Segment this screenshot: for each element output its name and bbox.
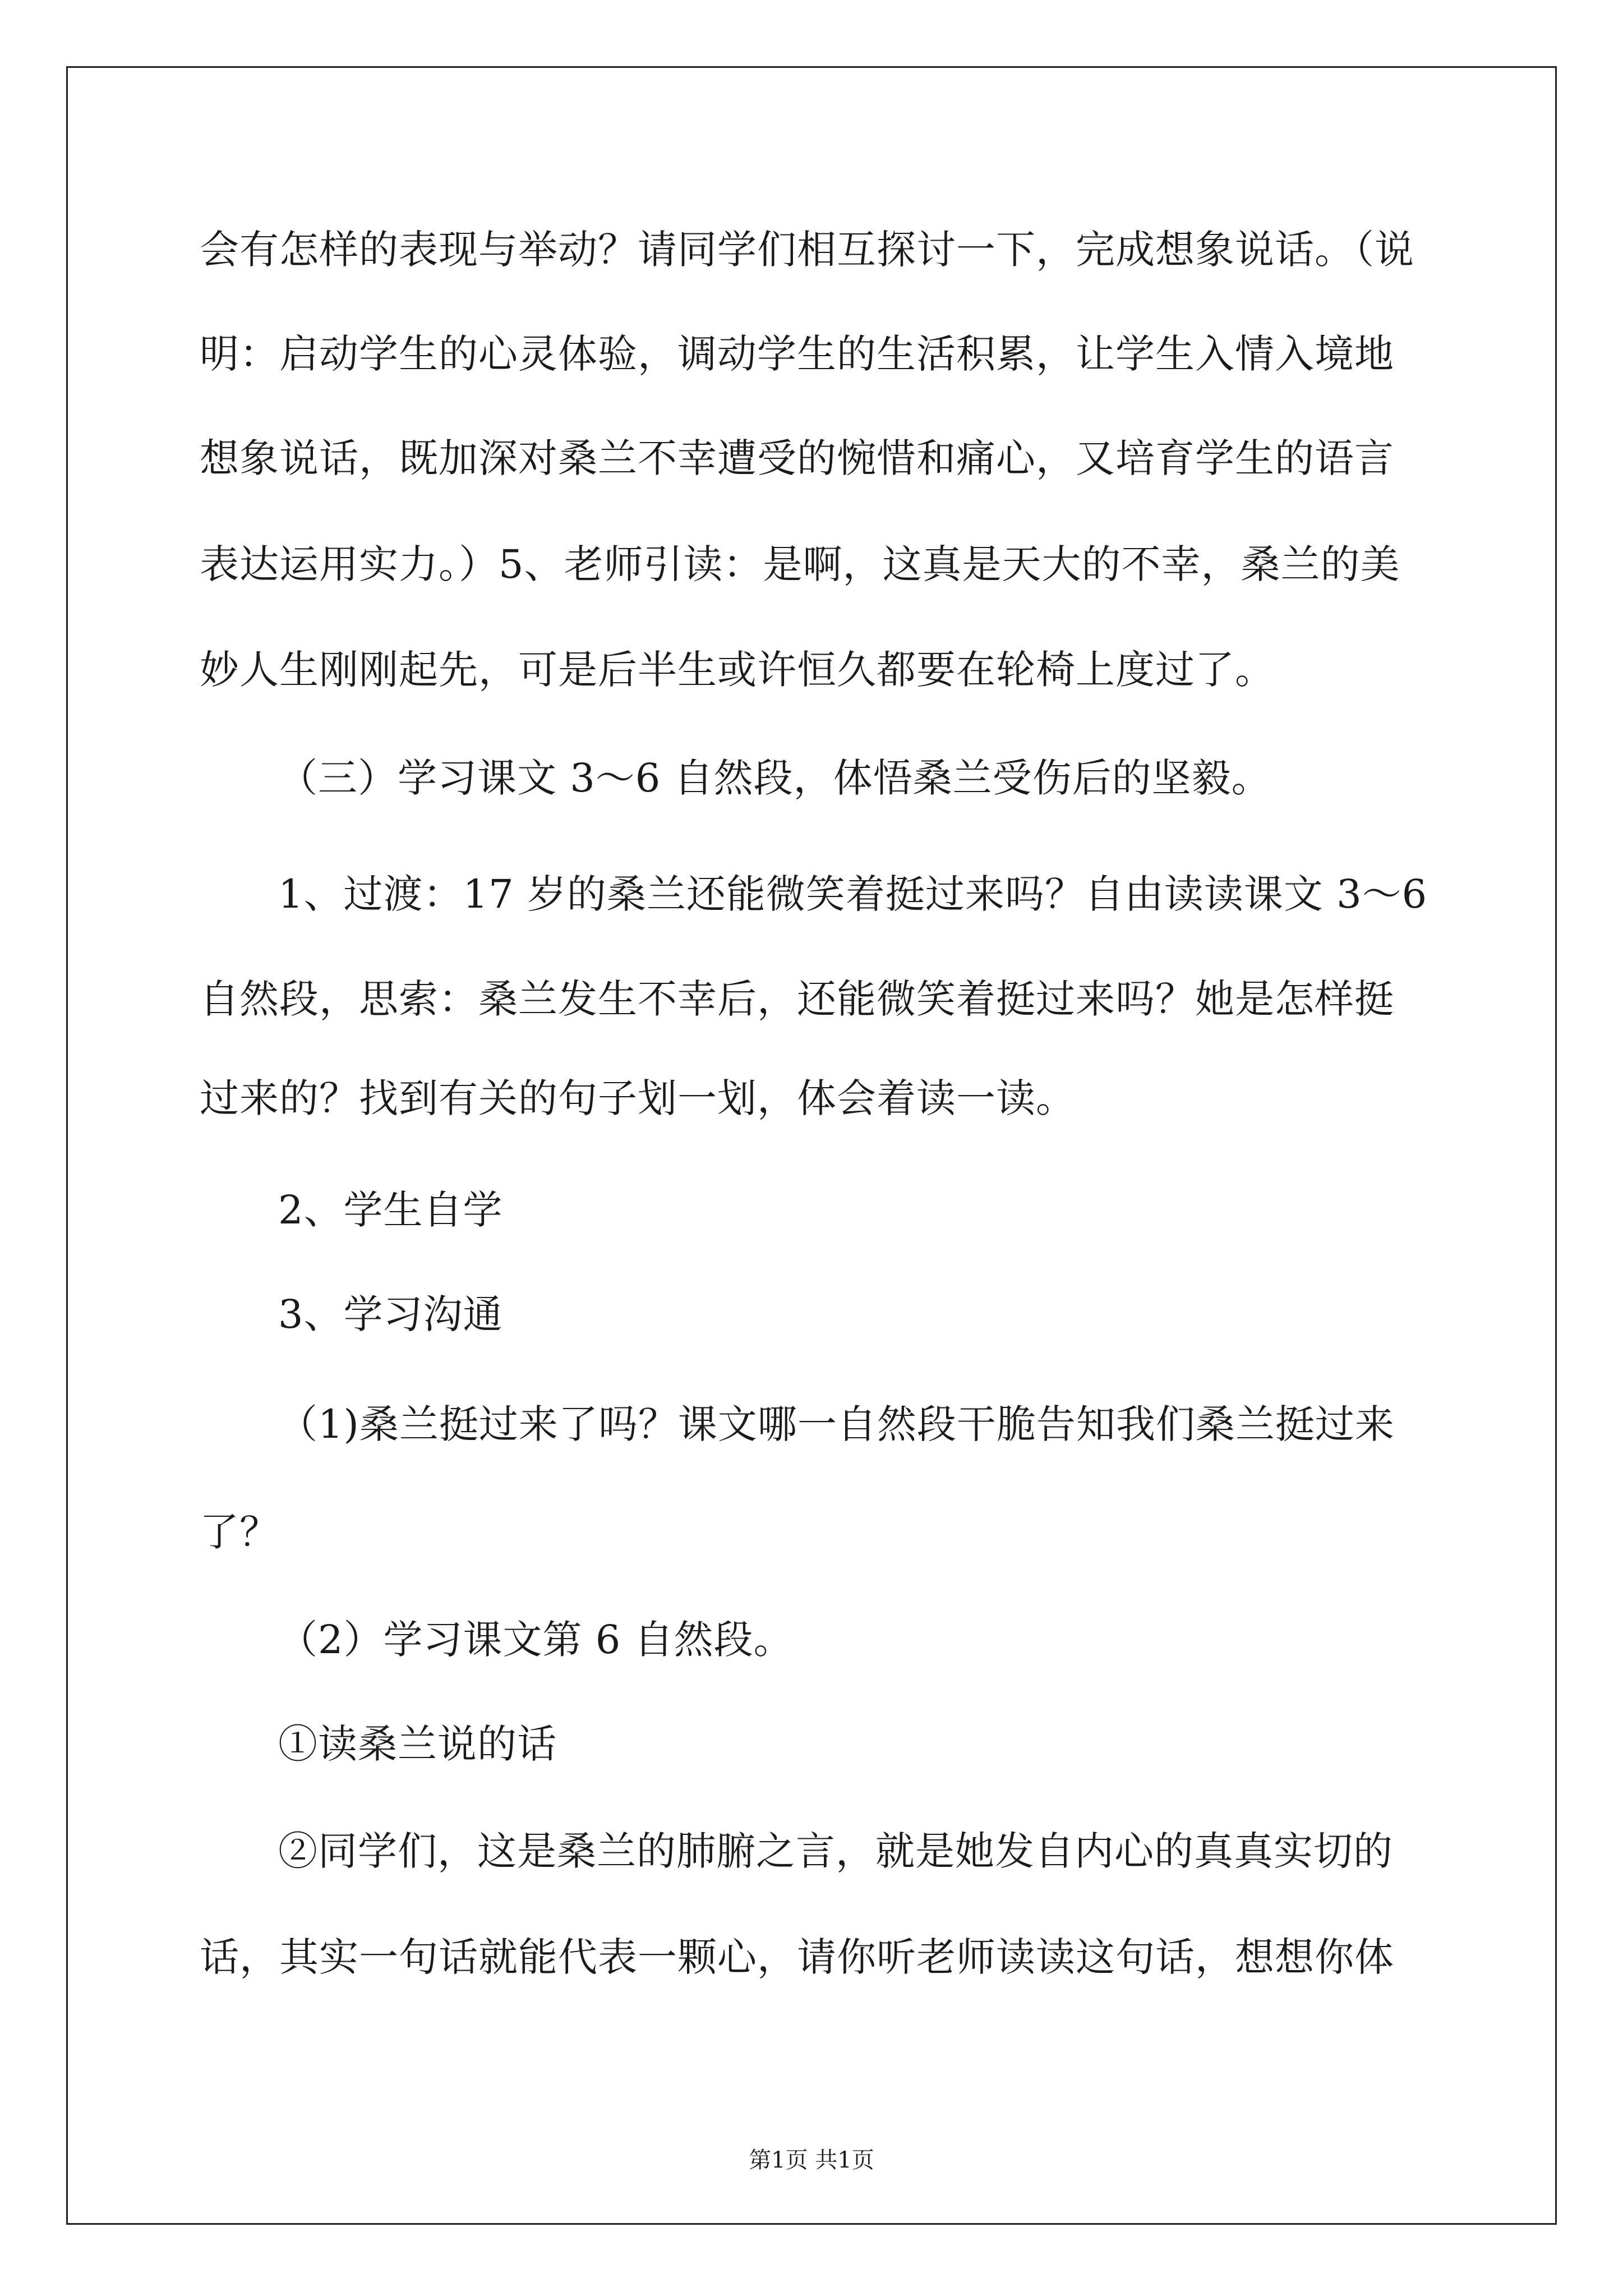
text-line-8: 自然段，思索：桑兰发生不幸后，还能微笑着挺过来吗？她是怎样挺 <box>200 976 1394 1022</box>
text-line-3: 想象说话，既加深对桑兰不幸遭受的惋惜和痛心，又培育学生的语言 <box>200 435 1394 481</box>
text-line-11: 3、学习沟通 <box>278 1291 503 1337</box>
page-border <box>66 66 1557 2225</box>
text-line-17: 话，其实一句话就能代表一颗心，请你听老师读读这句话，想想你体 <box>200 1934 1394 1980</box>
page-footer: 第1页 共1页 <box>749 2147 874 2173</box>
text-line-5: 妙人生刚刚起先，可是后半生或许恒久都要在轮椅上度过了。 <box>200 647 1275 693</box>
text-line-6: （三）学习课文 3～6 自然段，体悟桑兰受伤后的坚毅。 <box>278 755 1271 801</box>
text-line-2: 明：启动学生的心灵体验，调动学生的生活积累，让学生入情入境地 <box>200 331 1394 377</box>
text-line-10: 2、学生自学 <box>278 1187 503 1233</box>
text-line-12: （1)桑兰挺过来了吗？课文哪一自然段干脆告知我们桑兰挺过来 <box>278 1401 1395 1447</box>
text-line-7: 1、过渡：17 岁的桑兰还能微笑着挺过来吗？自由读读课文 3～6 <box>278 871 1428 917</box>
text-line-16: ②同学们，这是桑兰的肺腑之言，就是她发自内心的真真实切的 <box>278 1828 1393 1874</box>
text-line-1: 会有怎样的表现与举动？请同学们相互探讨一下，完成想象说话。（说 <box>200 227 1414 273</box>
text-line-15: ①读桑兰说的话 <box>278 1721 557 1767</box>
text-line-13: 了？ <box>200 1509 279 1555</box>
text-line-4: 表达运用实力。）5、老师引读：是啊，这真是天大的不幸，桑兰的美 <box>200 541 1400 587</box>
text-line-9: 过来的？找到有关的句子划一划，体会着读一读。 <box>200 1075 1076 1121</box>
text-line-14: （2）学习课文第 6 自然段。 <box>278 1617 794 1663</box>
